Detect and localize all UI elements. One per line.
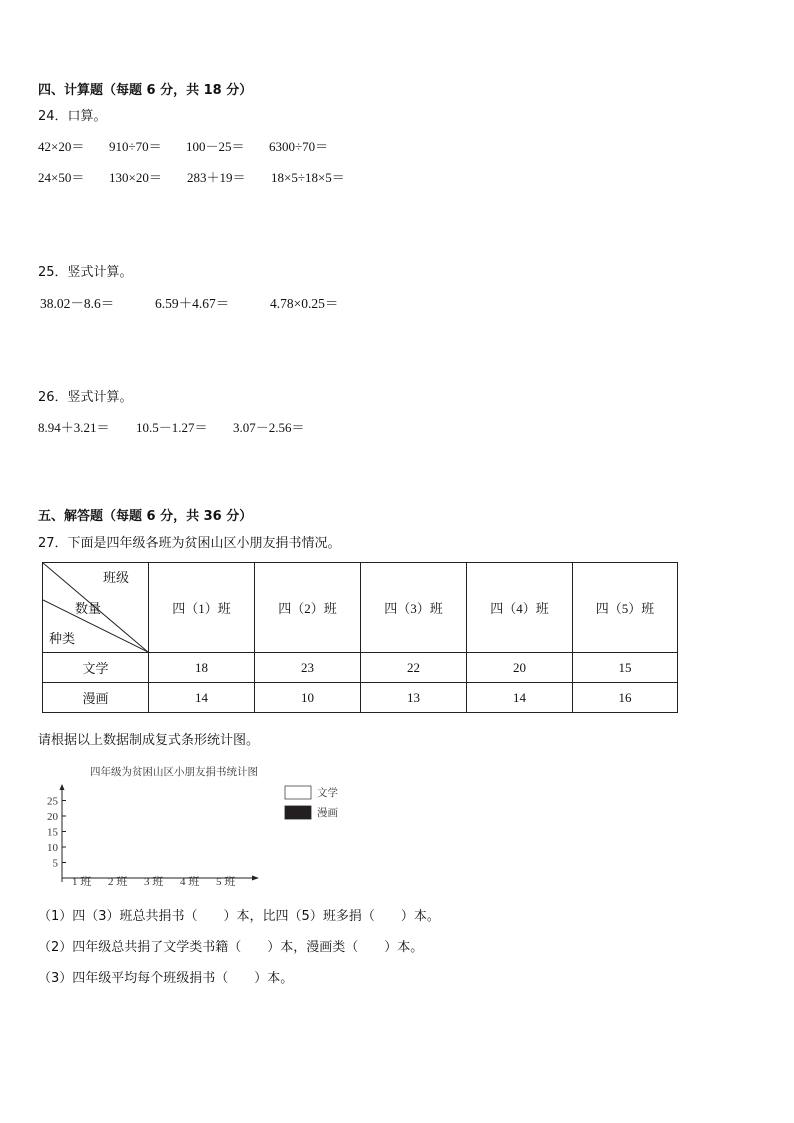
corner-label-quantity: 数量 bbox=[75, 602, 102, 617]
table-cell: 14 bbox=[467, 683, 573, 713]
x-tick-label: 3 班 bbox=[144, 876, 164, 888]
oral-calc-item: 18×5÷18×5＝ bbox=[271, 170, 345, 185]
legend-swatch-literature bbox=[285, 786, 311, 799]
table-cell: 22 bbox=[361, 653, 467, 683]
x-tick-label: 2 班 bbox=[108, 876, 128, 888]
table-cell: 18 bbox=[149, 653, 255, 683]
question-25-label: 25．竖式计算。 bbox=[38, 265, 133, 280]
oral-calc-item: 100－25＝ bbox=[186, 139, 245, 154]
vertical-calc-item: 8.94＋3.21＝ bbox=[38, 420, 110, 435]
question-24-label: 24．口算。 bbox=[38, 109, 107, 124]
donation-table bbox=[42, 562, 678, 713]
table-cell: 20 bbox=[467, 653, 573, 683]
sub-question-1: （1）四（3）班总共捐书（ ）本，比四（5）班多捐（ ）本。 bbox=[38, 909, 440, 924]
x-tick-label: 1 班 bbox=[72, 876, 92, 888]
table-corner-cell bbox=[43, 563, 149, 653]
vertical-calc-item: 4.78×0.25＝ bbox=[270, 296, 339, 311]
question-27-label: 27．下面是四年级各班为贫困山区小朋友捐书情况。 bbox=[38, 536, 341, 551]
legend-swatch-comics bbox=[285, 806, 311, 819]
section-5-title: 五、解答题（每题 6 分，共 36 分） bbox=[38, 509, 253, 524]
oral-calc-item: 910÷70＝ bbox=[109, 139, 162, 154]
vertical-calc-item: 38.02－8.6＝ bbox=[40, 296, 115, 311]
legend-label-literature: 文学 bbox=[317, 787, 338, 799]
oral-calc-item: 6300÷70＝ bbox=[269, 139, 329, 154]
column-header: 四（1）班 bbox=[149, 563, 255, 653]
row-label-literature: 文学 bbox=[43, 653, 149, 683]
oral-calc-item: 283＋19＝ bbox=[187, 170, 246, 185]
sub-question-3: （3）四年级平均每个班级捐书（ ）本。 bbox=[38, 971, 294, 986]
table-cell: 15 bbox=[573, 653, 678, 683]
chart-title: 四年级为贫困山区小朋友捐书统计图 bbox=[90, 766, 258, 778]
y-tick-label: 15 bbox=[47, 826, 58, 839]
column-header: 四（2）班 bbox=[255, 563, 361, 653]
table-row bbox=[43, 653, 678, 683]
y-tick-label: 20 bbox=[47, 811, 58, 823]
y-tick-label: 5 bbox=[52, 857, 58, 870]
x-tick-label: 4 班 bbox=[180, 876, 200, 888]
oral-calc-item: 42×20＝ bbox=[38, 139, 85, 154]
table-cell: 14 bbox=[149, 683, 255, 713]
chart-instruction: 请根据以上数据制成复式条形统计图。 bbox=[38, 733, 260, 748]
table-header-row bbox=[43, 563, 678, 653]
legend-label-comics: 漫画 bbox=[317, 807, 338, 819]
table-cell: 23 bbox=[255, 653, 361, 683]
question-26-label: 26．竖式计算。 bbox=[38, 390, 133, 405]
section-4-title: 四、计算题（每题 6 分，共 18 分） bbox=[38, 83, 253, 98]
vertical-calc-item: 3.07－2.56＝ bbox=[233, 420, 305, 435]
table-cell: 16 bbox=[573, 683, 678, 713]
y-tick-label: 25 bbox=[47, 795, 58, 808]
column-header: 四（5）班 bbox=[573, 563, 678, 653]
vertical-calc-item: 10.5－1.27＝ bbox=[136, 420, 208, 435]
y-axis-arrow bbox=[60, 784, 65, 790]
vertical-calc-item: 6.59＋4.67＝ bbox=[155, 296, 230, 311]
column-header: 四（3）班 bbox=[361, 563, 467, 653]
x-axis-arrow bbox=[252, 876, 259, 881]
sub-question-2: （2）四年级总共捐了文学类书籍（ ）本，漫画类（ ）本。 bbox=[38, 940, 424, 955]
oral-calc-item: 130×20＝ bbox=[109, 170, 162, 185]
x-tick-label: 5 班 bbox=[216, 876, 236, 888]
table-cell: 10 bbox=[255, 683, 361, 713]
corner-label-type: 种类 bbox=[49, 632, 76, 647]
column-header: 四（4）班 bbox=[467, 563, 573, 653]
table-cell: 13 bbox=[361, 683, 467, 713]
row-label-comics: 漫画 bbox=[43, 683, 149, 713]
oral-calc-item: 24×50＝ bbox=[38, 170, 85, 185]
table-row bbox=[43, 683, 678, 713]
y-tick-label: 10 bbox=[47, 842, 58, 854]
corner-label-class: 班级 bbox=[103, 571, 130, 586]
bar-chart bbox=[36, 758, 366, 893]
